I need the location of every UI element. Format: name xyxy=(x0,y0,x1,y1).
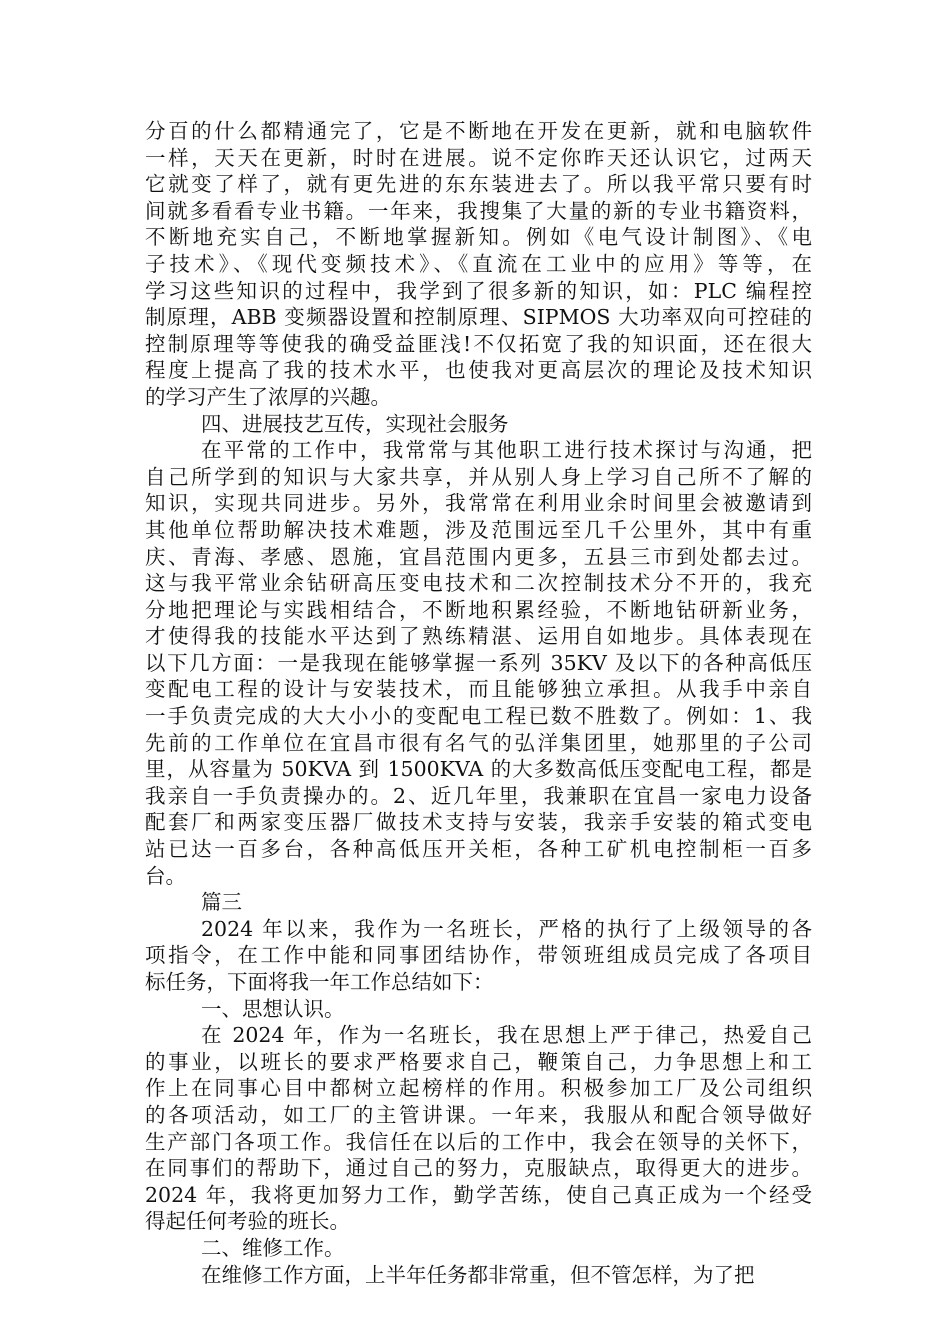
text-line: 2024 年以来，我作为一名班长，严格的执行了上级领导的各 xyxy=(201,916,812,941)
text-line: 控制原理等等使我的确受益匪浅!不仅拓宽了我的知识面，还在很大 xyxy=(145,331,812,356)
document-body xyxy=(145,118,812,1288)
text-line: 间就多看看专业书籍。一年来，我搜集了大量的新的专业书籍资料， xyxy=(145,198,812,223)
text-line: 配套厂和两家变压器厂做技术支持与安装，我亲手安装的箱式变电 xyxy=(145,810,812,835)
text-line: 二、维修工作。 xyxy=(201,1235,345,1260)
text-line: 分百的什么都精通完了，它是不断地在开发在更新，就和电脑软件 xyxy=(145,119,812,143)
text-line: 这与我平常业余钻研高压变电技术和二次控制技术分不开的，我充 xyxy=(145,571,812,596)
text-line: 才使得我的技能水平达到了熟练精湛、运用自如地步。具体表现在 xyxy=(145,624,812,649)
paragraph-p3 xyxy=(145,437,812,889)
paragraph-p9 xyxy=(145,1262,812,1289)
text-line: 2024 年，我将更加努力工作，勤学苦练，使自己真正成为一个经受 xyxy=(145,1182,812,1207)
text-line: 生产部门各项工作。我信任在以后的工作中，我会在领导的关怀下， xyxy=(145,1129,812,1154)
text-line: 的事业，以班长的要求严格要求自己，鞭策自己，力争思想上和工 xyxy=(145,1049,812,1074)
text-line: 在同事们的帮助下，通过自己的努力，克服缺点，取得更大的进步。 xyxy=(145,1156,812,1181)
text-line: 标任务，下面将我一年工作总结如下： xyxy=(145,970,494,994)
text-line: 一手负责完成的大大小小的变配电工程已数不胜数了。例如：1、我 xyxy=(145,704,812,729)
paragraph-p2 xyxy=(145,411,812,438)
text-line: 在维修工作方面，上半年任务都非常重，但不管怎样，为了把 xyxy=(201,1262,755,1287)
paragraph-p4 xyxy=(145,889,812,916)
text-line: 先前的工作单位在宜昌市很有名气的弘洋集团里，她那里的子公司 xyxy=(145,730,812,755)
text-line: 自己所学到的知识与大家共享，并从别人身上学习自己所不了解的 xyxy=(145,464,812,489)
text-line: 其他单位帮助解决技术难题，涉及范围远至几千公里外，其中有重 xyxy=(145,517,812,542)
text-line: 四、进展技艺互传，实现社会服务 xyxy=(201,411,509,436)
text-line: 得起任何考验的班长。 xyxy=(145,1209,350,1234)
text-line: 的学习产生了浓厚的兴趣。 xyxy=(145,384,391,409)
paragraph-p8 xyxy=(145,1235,812,1262)
paragraph-p6 xyxy=(145,996,812,1023)
text-line: 篇三 xyxy=(201,890,242,915)
text-line: 在 2024 年，作为一名班长，我在思想上严于律己，热爱自己 xyxy=(201,1023,812,1048)
text-line: 在平常的工作中，我常常与其他职工进行技术探讨与沟通，把 xyxy=(201,438,812,463)
text-line: 的各项活动，如工厂的主管讲课。一年来，我服从和配合领导做好 xyxy=(145,1102,812,1127)
text-line: 以下几方面：一是我现在能够掌握一系列 35KV 及以下的各种高低压 xyxy=(145,650,812,675)
text-line: 不断地充实自己，不断地掌握新知。例如《电气设计制图》、《电 xyxy=(145,225,812,250)
paragraph-p5 xyxy=(145,916,812,996)
text-line: 分地把理论与实践相结合，不断地积累经验，不断地钻研新业务， xyxy=(145,597,812,622)
text-line: 台。 xyxy=(145,863,186,888)
paragraph-p1 xyxy=(145,118,812,411)
text-line: 一样，天天在更新，时时在进展。说不定你昨天还认识它，过两天 xyxy=(145,145,812,170)
text-line: 它就变了样了，就有更先进的东东装进去了。所以我平常只要有时 xyxy=(145,172,812,197)
text-line: 里，从容量为 50KVA 到 1500KVA 的大多数高低压变配电工程，都是 xyxy=(145,757,812,782)
text-line: 程度上提高了我的技术水平，也使我对更高层次的理论及技术知识 xyxy=(145,358,812,383)
text-line: 知识，实现共同进步。另外，我常常在利用业余时间里会被邀请到 xyxy=(145,491,812,516)
text-line: 我亲自一手负责操办的。2、近几年里，我兼职在宜昌一家电力设备 xyxy=(145,783,812,808)
text-line: 庆、青海、孝感、恩施，宜昌范围内更多，五县三市到处都去过。 xyxy=(145,544,812,569)
text-line: 子技术》、《现代变频技术》、《直流在工业中的应用》等等，在 xyxy=(145,251,812,276)
text-line: 一、思想认识。 xyxy=(201,996,345,1021)
text-line: 制原理，ABB 变频器设置和控制原理、SIPMOS 大功率双向可控硅的 xyxy=(145,305,812,330)
text-line: 学习这些知识的过程中，我学到了很多新的知识，如：PLC 编程控 xyxy=(145,278,812,303)
text-line: 站已达一百多台，各种高低压开关柜，各种工矿机电控制柜一百多 xyxy=(145,837,812,862)
paragraph-p7 xyxy=(145,1022,812,1235)
text-line: 项指令，在工作中能和同事团结协作，带领班组成员完成了各项目 xyxy=(145,943,812,968)
text-line: 变配电工程的设计与安装技术，而且能够独立承担。从我手中亲自 xyxy=(145,677,812,702)
text-line: 作上在同事心目中都树立起榜样的作用。积极参加工厂及公司组织 xyxy=(145,1076,812,1101)
